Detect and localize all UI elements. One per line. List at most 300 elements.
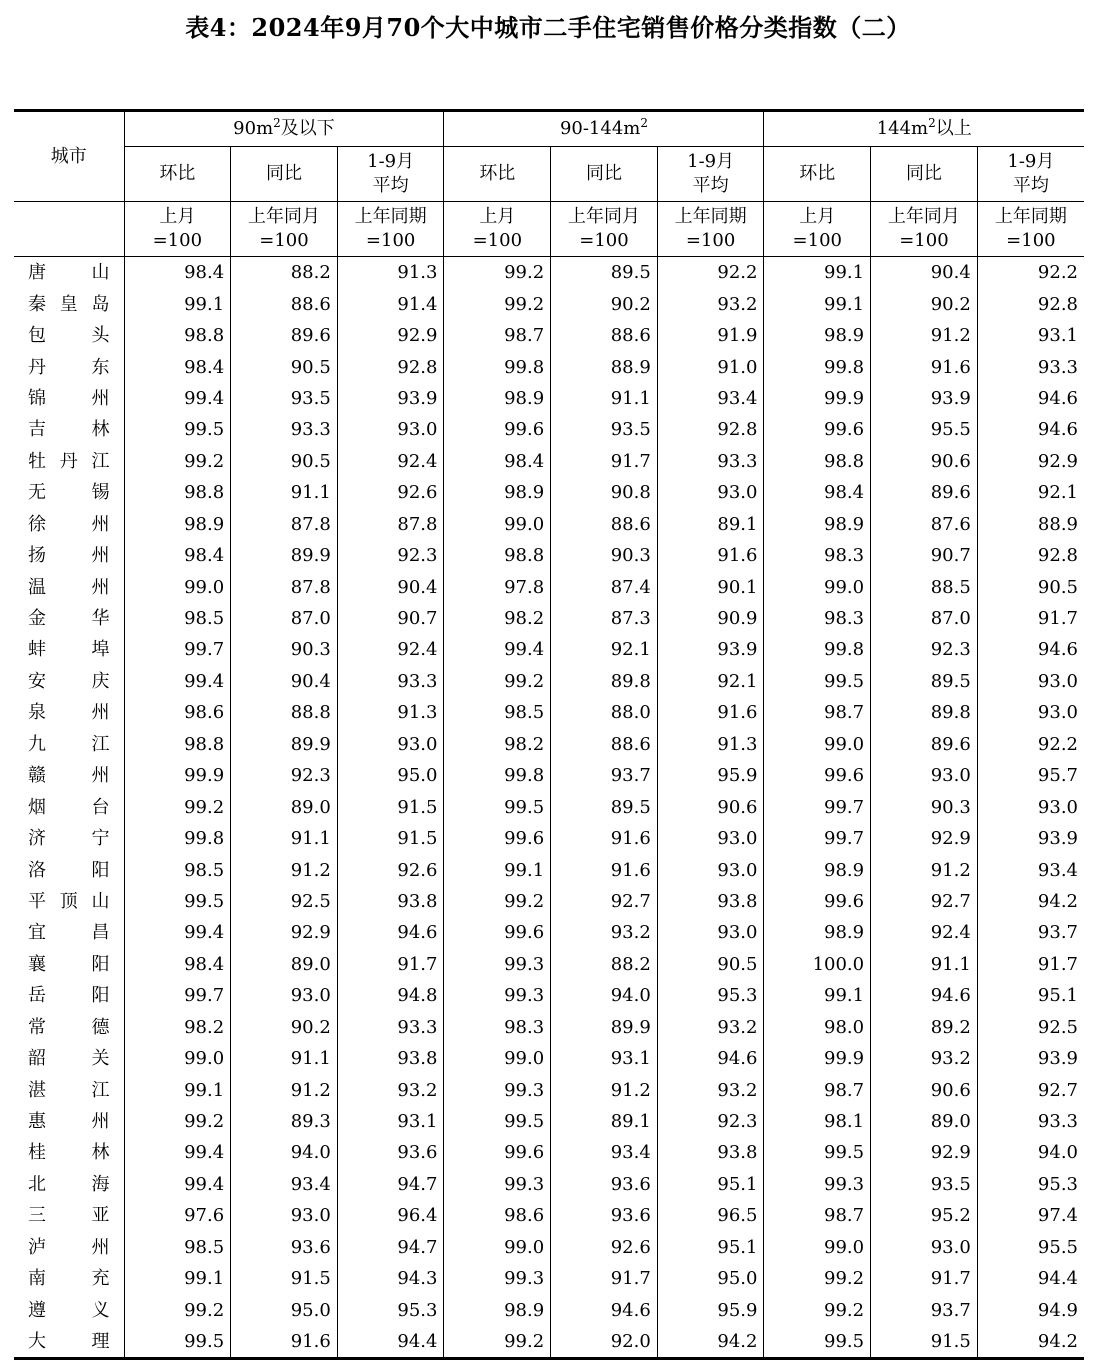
index-value: 98.8: [444, 540, 551, 571]
index-value: 99.6: [444, 823, 551, 854]
index-value: 99.2: [444, 666, 551, 697]
index-value: 98.2: [184, 1016, 225, 1038]
base-value-label: =100: [792, 230, 842, 251]
index-value: 89.1: [657, 509, 764, 540]
table-row: [14, 697, 1084, 728]
subcolumn-label: 1-9月: [367, 151, 415, 172]
index-value: 94.8: [337, 980, 444, 1011]
index-value: 99.5: [184, 890, 225, 912]
table-row: [14, 1263, 1084, 1294]
city-name: 桂林: [14, 1137, 124, 1168]
index-value: 99.8: [184, 828, 225, 850]
base-value-label: =100: [685, 230, 736, 251]
table-row: [14, 791, 1084, 822]
index-value: 93.6: [231, 1232, 338, 1263]
index-value: 89.9: [231, 729, 338, 760]
subcolumn-label: 同比: [265, 163, 302, 184]
base-header-2-1: [871, 202, 978, 257]
city-name: 徐州: [14, 509, 124, 540]
index-value: 99.7: [184, 985, 225, 1007]
index-value: 99.2: [184, 1111, 225, 1133]
table-body: [14, 257, 1084, 1359]
index-value: 88.6: [551, 729, 658, 760]
index-value: 93.0: [657, 477, 764, 508]
base-value-label: =100: [152, 230, 203, 251]
city-name: 遵义: [14, 1294, 124, 1325]
table-row: [14, 477, 1084, 508]
city-name: 泸州: [14, 1232, 124, 1263]
index-value: 91.3: [657, 729, 764, 760]
index-value: 91.2: [231, 854, 338, 885]
index-value: 93.4: [231, 1169, 338, 1200]
index-value: 89.9: [551, 1012, 658, 1043]
index-value: 99.0: [444, 1232, 551, 1263]
index-value: 92.8: [337, 351, 444, 382]
index-value: 92.2: [977, 257, 1084, 289]
index-value: 94.2: [977, 1326, 1084, 1359]
index-value: 90.7: [871, 540, 978, 571]
index-value: 93.0: [871, 1232, 978, 1263]
index-value: 91.7: [551, 1263, 658, 1294]
index-value: 90.1: [657, 571, 764, 602]
index-value: 92.0: [551, 1326, 658, 1359]
table-row: [14, 917, 1084, 948]
index-value: 99.8: [764, 351, 871, 382]
index-value: 97.6: [184, 1205, 225, 1227]
index-value: 93.7: [551, 760, 658, 791]
city-name: 岳阳: [14, 980, 124, 1011]
city-name: 泉州: [14, 697, 124, 728]
index-value: 94.6: [977, 634, 1084, 665]
base-header-0-2: [337, 202, 444, 257]
base-period-label: 上年同月: [887, 206, 960, 227]
index-value: 92.6: [337, 854, 444, 885]
index-value: 93.2: [657, 288, 764, 319]
index-value: 89.9: [231, 540, 338, 571]
index-value: 93.9: [337, 383, 444, 414]
city-name: 无锡: [14, 477, 124, 508]
index-value: 87.6: [871, 509, 978, 540]
index-value: 99.2: [184, 1299, 225, 1321]
index-value: 91.5: [337, 823, 444, 854]
index-value: 93.2: [337, 1074, 444, 1105]
index-value: 99.5: [444, 1106, 551, 1137]
base-period-label: 上月: [479, 206, 516, 227]
index-value: 98.6: [184, 702, 225, 724]
index-value: 99.0: [764, 571, 871, 602]
index-value: 93.6: [337, 1137, 444, 1168]
index-value: 99.8: [444, 351, 551, 382]
index-value: 93.6: [551, 1200, 658, 1231]
index-value: 99.0: [444, 509, 551, 540]
index-value: 87.8: [231, 571, 338, 602]
index-value: 91.5: [231, 1263, 338, 1294]
index-value: 98.9: [764, 509, 871, 540]
index-value: 90.5: [231, 351, 338, 382]
index-value: 93.0: [657, 823, 764, 854]
subcolumn-header-2-2: [977, 147, 1084, 202]
index-value: 97.4: [977, 1200, 1084, 1231]
index-value: 91.6: [551, 823, 658, 854]
table-row: [14, 980, 1084, 1011]
subcolumn-header-0-1: [231, 147, 338, 202]
subcolumn-header-2-0: [764, 147, 871, 202]
index-value: 99.3: [444, 1169, 551, 1200]
index-value: 99.3: [444, 949, 551, 980]
city-header-spacer: [14, 202, 124, 257]
subcolumn-header-1-1: [551, 147, 658, 202]
index-value: 99.8: [444, 760, 551, 791]
index-value: 92.1: [657, 666, 764, 697]
index-value: 94.6: [657, 1043, 764, 1074]
index-value: 92.8: [657, 414, 764, 445]
price-index-table-container: [14, 109, 1084, 1360]
base-period-label: 上年同期: [674, 206, 747, 227]
index-value: 98.5: [184, 859, 225, 881]
index-value: 88.6: [551, 509, 658, 540]
index-value: 89.6: [871, 477, 978, 508]
index-value: 91.6: [657, 540, 764, 571]
index-value: 98.9: [444, 383, 551, 414]
index-value: 99.6: [444, 1137, 551, 1168]
index-value: 92.2: [977, 729, 1084, 760]
index-value: 99.4: [184, 670, 225, 692]
index-value: 99.6: [764, 760, 871, 791]
index-value: 98.4: [184, 545, 225, 567]
index-value: 99.5: [764, 1326, 871, 1359]
table-row: [14, 666, 1084, 697]
index-value: 93.3: [337, 1012, 444, 1043]
index-value: 93.8: [337, 886, 444, 917]
index-value: 99.2: [444, 288, 551, 319]
index-value: 95.1: [657, 1169, 764, 1200]
index-value: 94.6: [871, 980, 978, 1011]
index-value: 98.9: [444, 1294, 551, 1325]
index-value: 98.5: [184, 1236, 225, 1258]
index-value: 88.0: [551, 697, 658, 728]
index-value: 90.4: [231, 666, 338, 697]
index-value: 92.4: [337, 446, 444, 477]
index-value: 92.9: [337, 320, 444, 351]
index-value: 89.0: [231, 949, 338, 980]
index-value: 91.1: [231, 477, 338, 508]
index-value: 98.7: [764, 697, 871, 728]
index-value: 93.8: [657, 1137, 764, 1168]
index-value: 92.3: [231, 760, 338, 791]
index-value: 93.0: [657, 917, 764, 948]
index-value: 98.1: [764, 1106, 871, 1137]
index-value: 93.9: [977, 823, 1084, 854]
city-name: 金华: [14, 603, 124, 634]
index-value: 99.5: [764, 1137, 871, 1168]
index-value: 89.6: [871, 729, 978, 760]
index-value: 87.0: [871, 603, 978, 634]
index-value: 91.6: [231, 1326, 338, 1359]
base-period-label: 上年同月: [247, 206, 320, 227]
table-row: [14, 1012, 1084, 1043]
table-row: [14, 383, 1084, 414]
index-value: 91.7: [871, 1263, 978, 1294]
city-name: 襄阳: [14, 949, 124, 980]
index-value: 93.0: [871, 760, 978, 791]
index-value: 93.0: [231, 980, 338, 1011]
index-value: 91.2: [871, 854, 978, 885]
index-value: 93.5: [871, 1169, 978, 1200]
page-title: 表4：2024年9月70个大中城市二手住宅销售价格分类指数（二）: [185, 13, 911, 42]
subcolumn-label-line2: 平均: [692, 175, 729, 196]
index-value: 94.0: [977, 1137, 1084, 1168]
index-value: 98.3: [444, 1012, 551, 1043]
index-value: 87.4: [551, 571, 658, 602]
index-value: 98.4: [764, 477, 871, 508]
index-value: 99.2: [184, 796, 225, 818]
index-value: 94.0: [231, 1137, 338, 1168]
table-row: [14, 729, 1084, 760]
index-value: 98.3: [764, 603, 871, 634]
base-period-label: 上月: [799, 206, 836, 227]
index-value: 90.4: [337, 571, 444, 602]
table-row: [14, 288, 1084, 319]
group-header-medium: $90-144m^2$: [444, 111, 764, 147]
index-value: 89.5: [551, 791, 658, 822]
city-name: 丹东: [14, 351, 124, 382]
index-value: 91.9: [657, 320, 764, 351]
index-value: 90.5: [977, 571, 1084, 602]
index-value: 99.0: [764, 1232, 871, 1263]
index-value: 98.8: [184, 325, 225, 347]
index-value: 91.6: [551, 854, 658, 885]
subcolumn-label: 同比: [585, 163, 622, 184]
index-value: 99.5: [184, 1331, 225, 1353]
index-value: 93.9: [657, 634, 764, 665]
city-name: 唐山: [14, 257, 124, 289]
index-value: 93.3: [231, 414, 338, 445]
index-value: 88.8: [231, 697, 338, 728]
index-value: 88.9: [551, 351, 658, 382]
index-value: 90.5: [657, 949, 764, 980]
index-value: 91.1: [231, 1043, 338, 1074]
index-value: 91.1: [551, 383, 658, 414]
group-header-large: $144m^2$以上: [764, 111, 1084, 147]
index-value: 98.7: [764, 1074, 871, 1105]
index-value: 95.5: [977, 1232, 1084, 1263]
index-value: 94.6: [977, 383, 1084, 414]
index-value: 98.8: [184, 733, 225, 755]
base-header-1-0: [444, 202, 551, 257]
table-row: [14, 1137, 1084, 1168]
index-value: 93.2: [657, 1074, 764, 1105]
index-value: 99.5: [444, 791, 551, 822]
index-value: 99.7: [764, 823, 871, 854]
city-name: 牡丹江: [14, 446, 124, 477]
index-value: 92.7: [551, 886, 658, 917]
city-name: 惠州: [14, 1106, 124, 1137]
index-value: 95.2: [871, 1200, 978, 1231]
index-value: 93.3: [977, 351, 1084, 382]
index-value: 90.2: [231, 1012, 338, 1043]
index-value: 91.6: [871, 351, 978, 382]
index-value: 87.0: [231, 603, 338, 634]
city-name: 扬州: [14, 540, 124, 571]
index-value: 90.6: [657, 791, 764, 822]
index-value: 100.0: [764, 949, 871, 980]
index-value: 90.3: [231, 634, 338, 665]
index-value: 95.0: [657, 1263, 764, 1294]
index-value: 99.2: [444, 886, 551, 917]
subcolumn-header-2-1: [871, 147, 978, 202]
city-name: 九江: [14, 729, 124, 760]
index-value: 99.2: [764, 1263, 871, 1294]
index-value: 92.7: [977, 1074, 1084, 1105]
base-period-label: 上年同期: [354, 206, 427, 227]
base-header-0-0: [124, 202, 231, 257]
index-value: 98.4: [184, 953, 225, 975]
index-value: 89.8: [551, 666, 658, 697]
base-period-label: 上月: [159, 206, 196, 227]
index-value: 91.7: [977, 949, 1084, 980]
index-value: 91.3: [337, 257, 444, 289]
index-value: 91.1: [231, 823, 338, 854]
index-value: 90.7: [337, 603, 444, 634]
index-value: 92.2: [657, 257, 764, 289]
index-value: 92.8: [977, 288, 1084, 319]
index-value: 92.3: [657, 1106, 764, 1137]
city-name: 大理: [14, 1326, 124, 1359]
index-value: 92.9: [871, 823, 978, 854]
index-value: 92.9: [977, 446, 1084, 477]
index-value: 98.4: [184, 356, 225, 378]
index-value: 92.6: [551, 1232, 658, 1263]
city-name: 包头: [14, 320, 124, 351]
table-row: [14, 1043, 1084, 1074]
index-value: 88.6: [231, 288, 338, 319]
table-row: [14, 823, 1084, 854]
index-value: 93.5: [231, 383, 338, 414]
index-value: 93.1: [977, 320, 1084, 351]
base-value-label: =100: [365, 230, 416, 251]
index-value: 95.3: [977, 1169, 1084, 1200]
index-value: 93.9: [977, 1043, 1084, 1074]
index-value: 91.3: [337, 697, 444, 728]
index-value: 98.5: [444, 697, 551, 728]
index-value: 98.8: [764, 446, 871, 477]
index-value: 90.8: [551, 477, 658, 508]
index-value: 95.0: [337, 760, 444, 791]
index-value: 99.6: [764, 886, 871, 917]
table-row: [14, 1074, 1084, 1105]
index-value: 95.9: [657, 760, 764, 791]
city-name: 安庆: [14, 666, 124, 697]
index-value: 98.2: [444, 603, 551, 634]
table-row: [14, 257, 1084, 289]
index-value: 94.4: [337, 1326, 444, 1359]
index-value: 92.3: [337, 540, 444, 571]
subcolumn-header-1-0: [444, 147, 551, 202]
index-value: 94.7: [337, 1232, 444, 1263]
index-value: 98.8: [184, 482, 225, 504]
index-value: 99.6: [444, 414, 551, 445]
index-value: 99.7: [184, 639, 225, 661]
subcolumn-label: 同比: [905, 163, 942, 184]
index-value: 93.4: [657, 383, 764, 414]
index-value: 98.4: [444, 446, 551, 477]
index-value: 99.9: [764, 383, 871, 414]
index-value: 95.0: [231, 1294, 338, 1325]
city-name: 韶关: [14, 1043, 124, 1074]
index-value: 88.2: [551, 949, 658, 980]
index-value: 89.5: [871, 666, 978, 697]
index-value: 89.2: [871, 1012, 978, 1043]
index-value: 99.1: [184, 1079, 225, 1101]
index-value: 93.0: [231, 1200, 338, 1231]
index-value: 90.9: [657, 603, 764, 634]
index-value: 99.6: [764, 414, 871, 445]
index-value: 97.8: [444, 571, 551, 602]
index-value: 98.2: [444, 729, 551, 760]
index-value: 99.3: [444, 1074, 551, 1105]
index-value: 98.7: [764, 1200, 871, 1231]
index-value: 99.9: [184, 765, 225, 787]
index-value: 99.1: [764, 288, 871, 319]
index-value: 91.4: [337, 288, 444, 319]
city-name: 吉林: [14, 414, 124, 445]
index-value: 91.7: [977, 603, 1084, 634]
table-row: [14, 1169, 1084, 1200]
index-value: 99.9: [764, 1043, 871, 1074]
subcolumn-label-line2: 平均: [1012, 175, 1049, 196]
subcolumn-label: 1-9月: [1007, 151, 1055, 172]
index-value: 94.7: [337, 1169, 444, 1200]
index-value: 94.4: [977, 1263, 1084, 1294]
table-row: [14, 320, 1084, 351]
index-value: 95.3: [337, 1294, 444, 1325]
index-value: 98.9: [764, 320, 871, 351]
table-row: [14, 446, 1084, 477]
index-value: 99.1: [184, 293, 225, 315]
subcolumn-label: 环比: [799, 163, 836, 184]
city-name: 常德: [14, 1012, 124, 1043]
index-value: 99.4: [184, 1173, 225, 1195]
index-value: 99.4: [184, 922, 225, 944]
index-value: 87.3: [551, 603, 658, 634]
subcolumn-header-0-0: [124, 147, 231, 202]
index-value: 89.0: [871, 1106, 978, 1137]
table-row: [14, 854, 1084, 885]
index-value: 93.3: [657, 446, 764, 477]
index-value: 99.0: [184, 576, 225, 598]
index-value: 90.2: [551, 288, 658, 319]
table-row: [14, 351, 1084, 382]
subcolumn-header-1-2: [657, 147, 764, 202]
index-value: 93.0: [337, 414, 444, 445]
table-row: [14, 603, 1084, 634]
index-value: 92.5: [231, 886, 338, 917]
index-value: 99.2: [764, 1294, 871, 1325]
index-value: 91.0: [657, 351, 764, 382]
index-value: 99.4: [444, 634, 551, 665]
index-value: 92.4: [337, 634, 444, 665]
index-value: 93.0: [337, 729, 444, 760]
index-value: 91.7: [337, 949, 444, 980]
base-header-2-2: [977, 202, 1084, 257]
index-value: 94.3: [337, 1263, 444, 1294]
price-index-table: [14, 109, 1084, 1360]
index-value: 98.5: [184, 608, 225, 630]
index-value: 92.1: [551, 634, 658, 665]
index-value: 93.2: [657, 1012, 764, 1043]
index-value: 95.5: [871, 414, 978, 445]
index-value: 93.1: [337, 1106, 444, 1137]
